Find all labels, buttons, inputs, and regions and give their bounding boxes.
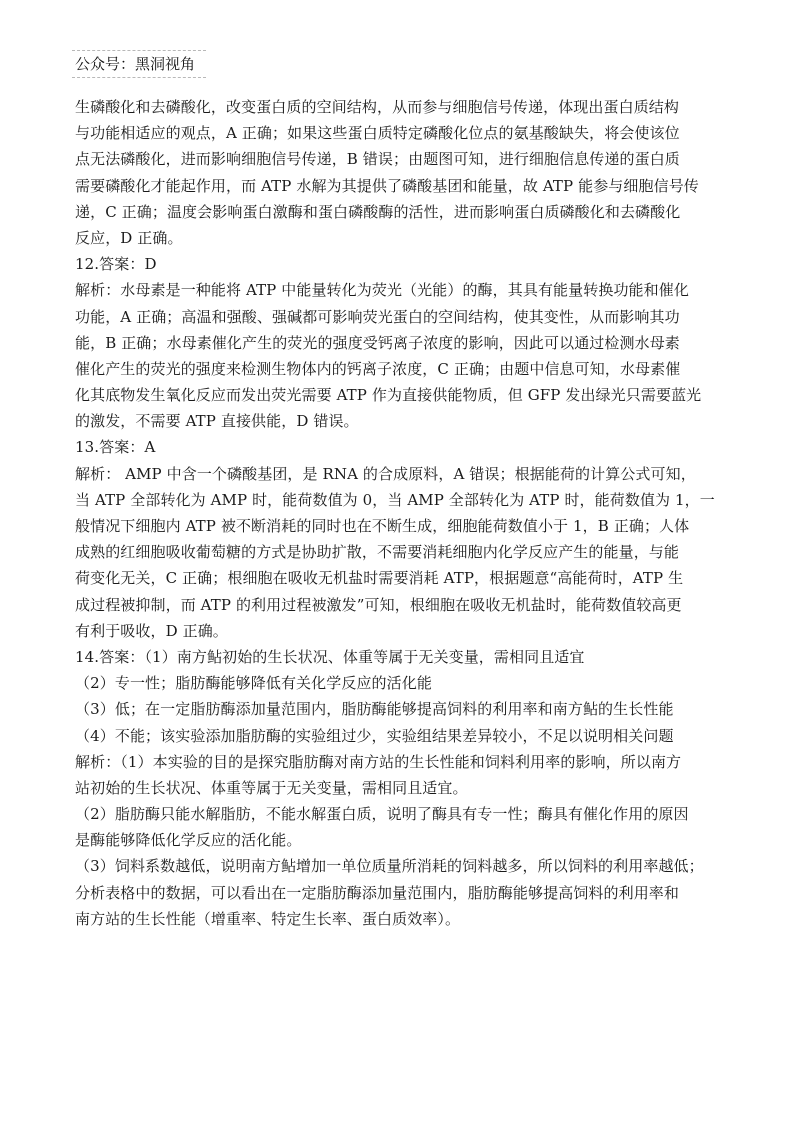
text-line: 有利于吸收，D 正确。 [75,621,228,640]
text-line: 荷变化无关，C 正确；根细胞在吸收无机盐时需要消耗 ATP，根据题意“高能荷时，ATP 生 [75,569,684,588]
text-line: 成过程被抑制，而 ATP 的利用过程被激发”可知，根细胞在吸收无机盐时，能荷数值较高更 [75,595,682,614]
text-line: 解析：（1）本实验的目的是探究脂肪酶对南方站的生长性能和饲料利用率的影响，所以南方 [75,752,682,771]
text-line: 催化产生的荧光的强度来检测生物体内的钙离子浓度，C 正确；由题中信息可知，水母素催 [75,359,681,378]
text-line: 与功能相适应的观点，A 正确；如果这些蛋白质特定磷酸化位点的氨基酸缺失，将会使该位 [75,124,680,143]
text-line: 解析：水母素是一种能将 ATP 中能量转化为荧光（光能）的酶，其具有能量转换功能和催化 [75,281,689,300]
text-line: 点无法磷酸化，进而影响细胞信号传递，B 错误；由题图可知，进行细胞信息传递的蛋白质 [75,150,680,169]
text-line: 般情况下细胞内 ATP 被不断消耗的同时也在不断生成，细胞能荷数值小于 1，B 正确；人体 [75,517,690,535]
text-line: （2）专一性；脂肪酶能够降低有关化学反应的活化能 [75,674,432,693]
text-line: 递，C 正确；温度会影响蛋白激酶和蛋白磷酸酶的活性，进而影响蛋白质磷酸化和去磷酸化 [75,202,681,221]
text-line: 分析表格中的数据，可以看出在一定脂肪酶添加量范围内，脂肪酶能够提高饲料的利用率和 [75,883,680,902]
answer-explanation-text [75,94,730,932]
text-line: （3）低；在一定脂肪酶添加量范围内，脂肪酶能够提高饲料的利用率和南方鲇的生长性能 [75,700,674,719]
answer-heading: 13.答案：A [75,438,156,457]
text-line: 是酶能够降低化学反应的活化能。 [75,831,302,850]
text-line: 当 ATP 全部转化为 AMP 时，能荷数值为 0，当 AMP 全部转化为 ATP 时，能荷数值为 1，一 [75,490,715,509]
text-line: 功能，A 正确；高温和强酸、强碱都可影响荧光蛋白的空间结构，使其变性，从而影响其功 [75,307,680,326]
text-line: 南方站的生长性能（增重率、特定生长率、蛋白质效率）。 [75,909,461,928]
text-line: 反应，D 正确。 [75,228,183,247]
text-line: （2）脂肪酶只能水解脂肪，不能水解蛋白质，说明了酶具有专一性；酶具有催化作用的原因 [75,805,689,824]
text-line: 生磷酸化和去磷酸化，改变蛋白质的空间结构，从而参与细胞信号传递，体现出蛋白质结构 [75,98,680,116]
text-line: 能，B 正确；水母素催化产生的荧光的强度受钙离子浓度的影响，因此可以通过检测水母素 [75,333,680,352]
text-line: 成熟的红细胞吸收葡萄糖的方式是协助扩散，不需要消耗细胞内化学反应产生的能量，与能 [75,543,680,562]
header-watermark-text: 公众号：黑洞视角 [75,55,196,73]
text-line: 站初始的生长状况、体重等属于无关变量，需相同且适宜。 [75,778,468,797]
answer-heading: 14.答案：（1）南方鲇初始的生长状况、体重等属于无关变量，需相同且适宜 [75,647,585,666]
text-line: 解析： AMP 中含一个磷酸基团，是 RNA 的合成原料，A 错误；根据能荷的计算公式可知， [75,464,696,483]
text-line: （3）饲料系数越低，说明南方鲇增加一单位质量所消耗的饲料越多，所以饲料的利用率越低； [75,857,704,876]
text-line: （4）不能；该实验添加脂肪酶的实验组过少，实验组结果差异较小，不足以说明相关问题 [75,726,674,745]
text-line: 的激发，不需要 ATP 直接供能，D 错误。 [75,412,359,431]
text-line: 需要磷酸化才能起作用，而 ATP 水解为其提供了磷酸基团和能量，故 ATP 能参与细胞信号传 [75,176,699,195]
header-box [72,50,206,78]
text-line: 化其底物发生氧化反应而发出荧光需要 ATP 作为直接供能物质，但 GFP 发出绿光只需要蓝光 [75,386,702,405]
answer-heading: 12.答案：D [75,255,157,274]
